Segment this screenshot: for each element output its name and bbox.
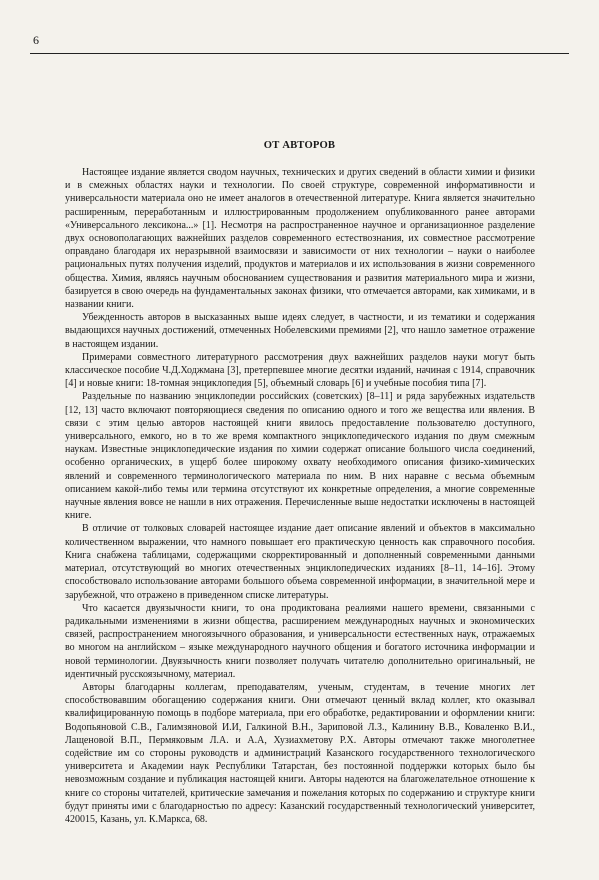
paragraph: Что касается двуязычности книги, то она продиктована реалиями нашего времени, связанными с радикальными изменениями в жизни общества, расширением международных научных и экономических связей, распространением многоязычного образования, и универсальности естественных наук, отражаемых во многом на английском – языке международного научного общения и богатого источника информации и новой терминологии. Двуязычность книги позволяет получать читателю дополнительно оригинальный, не идентичный русскоязычному, материал. [65,602,535,680]
section-title: ОТ АВТОРОВ [263,140,336,151]
paragraph: Примерами совместного литературного рассмотрения двух важнейших разделов науки могут быть классическое пособие Ч.Д.Ходжмана [3], претерпевшее многие десятки изданий, начиная с 1914, справочник [4] и новые книги: 18-томная энциклопедия [5], объемный словарь [6] и учебные пособия типа [7]. [65,351,535,390]
page-number: 6 [33,33,39,47]
header-rule [30,53,569,54]
body-text [65,166,535,826]
paragraph: Раздельные по названию энциклопедии российских (советских) [8–11] и ряда зарубежных издательств [12, 13] часто включают повторяющиеся сведения по описанию одного и того же вещества или явления. В связи с этим целью авторов настоящей книги явилось предоставление пользователю доступного, универсального, емкого, но в то же время компактного энциклопедического издания по двум смежным наукам. Известные энциклопедические издания по химии содержат описание большого числа соединений, особенно органических, в ущерб более широкому охвату необходимого описания физико-химических явлений и современного терминологического материала по ним. В них наравне с весьма объемным описанием какой-либо темы или термина отсутствуют их конкретные определения, а многие современные научные явления вовсе не нашли в них отражения. Перечисленные выше недостатки исключены в настоящей книге. [65,391,535,522]
paragraph: Настоящее издание является сводом научных, технических и других сведений в области химии и физики и в смежных областях науки и технологии. По своей структуре, современной информативности и универсальности материала оно не имеет аналогов в отечественной литературе. Книга является значительно расширенным, переработанным и иллюстрированным продолжением опубликованного ранее авторами «Универсального лексикона...» [1]. Несмотря на распространенное научное и организационное разделение двух основополагающих важнейших разделов современного естествознания, их совместное рассмотрение оправдано благодаря их неразрывной взаимосвязи и зависимости от них технологии – науки о наиболее рациональных путях получения изделий, продуктов и материалов и их использования в жизни современного общества. Химия, являясь научным обоснованием существования и развития материального мира и жизни, базируется в свою очередь на фундаментальных законах физики, что отмечается авторами, как химиками, и в названии книги. [65,167,535,311]
paragraph: Убежденность авторов в высказанных выше идеях следует, в частности, и из тематики и содержания выдающихся научных достижений, отмеченных Нобелевскими премиями [2], что нашло заметное отражение в настоящем издании. [65,312,535,350]
paragraph: Авторы благодарны коллегам, преподавателям, ученым, студентам, в течение многих лет способствовавшим обогащению содержания книги. Они отмечают ценный вклад коллег, кто оказывал квалифицированную помощь в подборе материала, при его обработке, редактировании и оформлении книги: Водопьяновой С.В., Галимзяновой И.И, Галкиной В.Н., Зариповой Л.З., Калинину В.В., Коваленко В.И., Лащеновой В.П., Пермяковым Л.А. и А.А, Хузиахметову Р.Х. Авторы отмечают также многолетнее содействие им со стороны руководств и администраций Казанского государственного технологического университета и Академии наук Республики Татарстан, без постоянной поддержки которых было бы невозможным создание и публикация настоящей книги. Авторы надеются на благожелательное отношение к книге со стороны читателей, критические замечания и пожелания которых по содержанию и структуре книги будут приняты ими с благодарностью по адресу: Казанский государственный технологический университет, 420015, Казань, ул. К.Маркса, 68. [65,681,535,825]
paragraph: В отличие от толковых словарей настоящее издание дает описание явлений и объектов в максимально количественном выражении, что намного повышает его практическую ценность как справочного пособия. Книга снабжена таблицами, содержащими скорректированный и дополненный современными данными материал, отсутствующий во многих отечественных энциклопедических изданиях [8–11, 14–16]. Этому способствовало использование авторами большого объема современной информации, в значительной мере и зарубежной, что отражено в приведенном списке литературы. [65,523,535,601]
